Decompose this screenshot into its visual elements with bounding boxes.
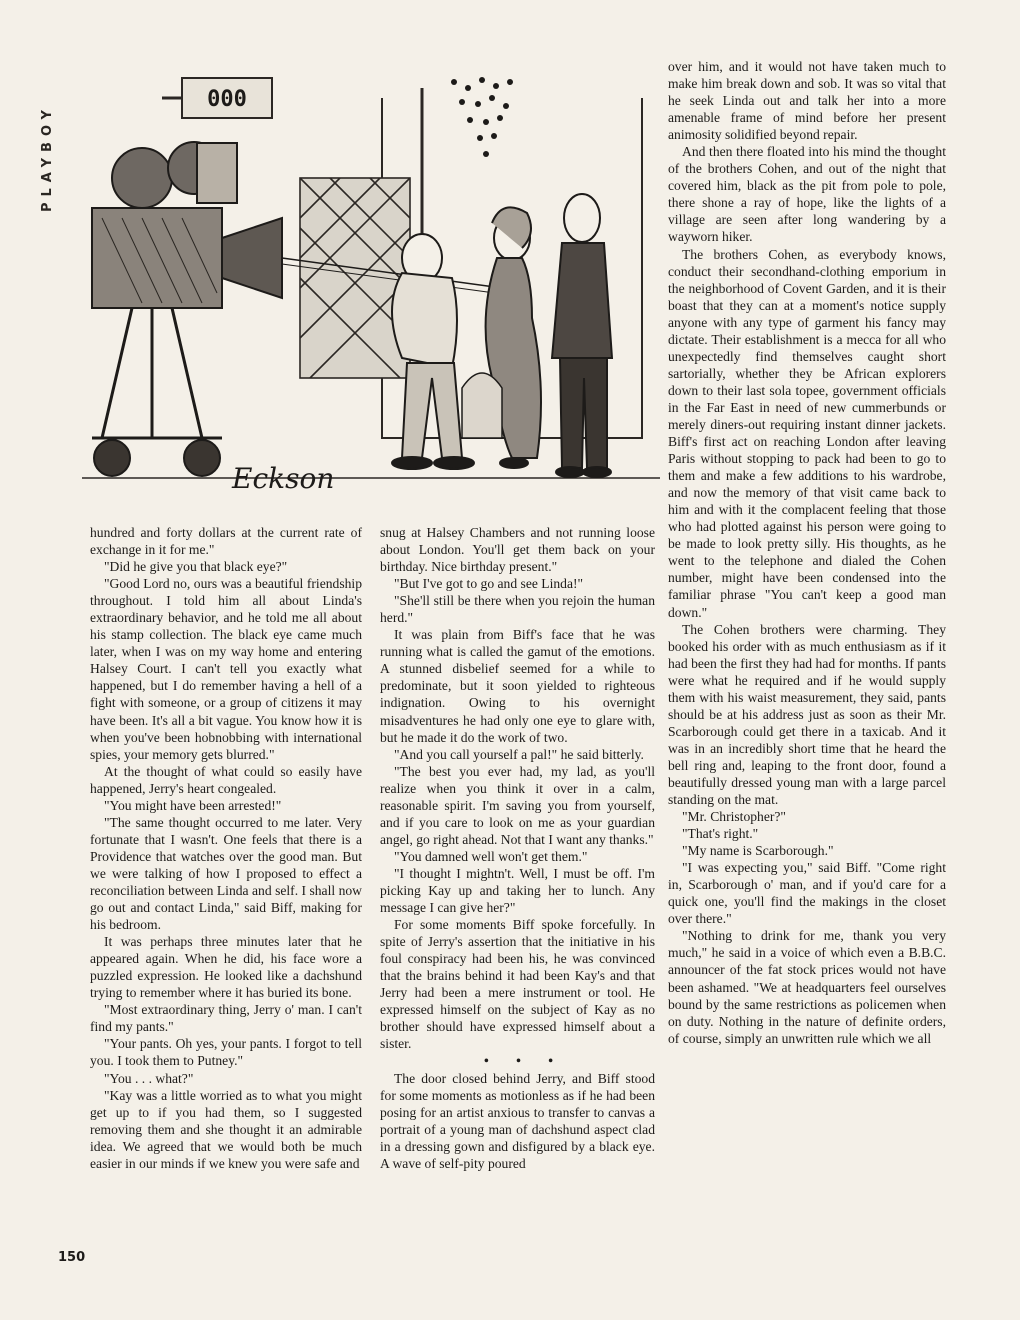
- paragraph: "Kay was a little worried as to what you might get up to if you had them, so I suggested removing them and she thought it an admirable idea. We agreed that we would both be much easier in our minds if we knew you were safe and: [90, 1087, 362, 1171]
- paragraph: "You damned well won't get them.": [394, 848, 588, 864]
- paragraph: "My name is Scarborough.": [682, 843, 834, 859]
- paragraph: At the thought of what could so easily have happened, Jerry's heart congealed.: [90, 763, 362, 796]
- paragraph: It was plain from Biff's face that he was running what is called the gamut of the emotions. A stunned disbelief seemed for a while to predominate, but it soon yielded to righteous indignation. Owing to his overnight misadventures he had only one eye to glare with, but he made it do the work of two.: [380, 627, 655, 745]
- paragraph: "Did he give you that black eye?": [104, 559, 288, 575]
- masthead: PLAYBOY: [40, 104, 55, 212]
- paragraph: snug at Halsey Chambers and not running loose about London. You'll get them back on your birthday. Nice birthday present.": [380, 525, 655, 575]
- paragraph: It was perhaps three minutes later that he appeared again. When he did, his face wore a puzzled expression. He looked like a dachshund trying to remember where it has buried its bone.: [90, 934, 362, 1001]
- paragraph: "You might have been arrested!": [104, 797, 282, 813]
- paragraph: "Most extraordinary thing, Jerry o' man. I can't find my pants.": [90, 1002, 362, 1035]
- paragraph: "But I've got to go and see Linda!": [394, 576, 584, 592]
- paragraph: "That's right.": [682, 826, 759, 842]
- artist-signature: Eckson: [232, 462, 335, 495]
- paragraph: "She'll still be there when you rejoin the human herd.": [380, 593, 655, 626]
- paragraph: The door closed behind Jerry, and Biff stood for some moments as motionless as if he had been posing for an artist anxious to transfer to canvas a portrait of a young man of dachshund aspect clad in a dressing gown and disfigured by a black eye. A wave of self-pity poured: [380, 1070, 655, 1171]
- paragraph: For some moments Biff spoke forcefully. In spite of Jerry's assertion that the initiative in his foul conspiracy had been his, he was convinced that the brains behind it had been Kay's and that Jerry had been a mere instrument or tool. He expressed himself on the subject of Kay as no brother should have expressed himself about a sister.: [380, 917, 655, 1052]
- paragraph: The brothers Cohen, as everybody knows, conduct their secondhand-clothing emporium in the neighborhood of Covent Garden, and it is their boast that they can at a moment's notice supply anyone with any type of garment his fancy may dictate. Their establishment is a mecca for all who unexpectedly find themselves caught short sartorially, whether they be African explorers down to their last sola topee, government officials in the Far East in need of new cummerbunds or merely diners-out requiring instant dinner jackets. Biff's first act on reaching London after leaving Paris without stopping to pack had been to go to them and make a few additions to his wardrobe, and now the memory of that visit came back to him and with it the complacent feeling that those who had plotted against his person were going to be made to look pretty silly. His thoughts, as he went to the telephone and dialed the Cohen number, might have been condensed into the familiar phrase "You can't keep a good man down.": [668, 246, 946, 620]
- paragraph: "You . . . what?": [104, 1070, 194, 1086]
- paragraph: "Nothing to drink for me, thank you very much," he said in a voice of which even a B.B.C. announcer of the fat stock prices would not have been ashamed. "We at headquarters feel ourselves bound by the same restrictions as policemen when on duty. Nothing in the nature of definite orders, of course, simply an unwritten rule which we all: [668, 928, 946, 1046]
- paragraph: "I was expecting you," said Biff. "Come right in, Scarborough o' man, and if you'd care for a quick one, you'll find the makings in the closet over there.": [668, 860, 946, 927]
- column-2: [380, 524, 655, 1172]
- section-separator: • • •: [483, 1053, 566, 1069]
- paragraph: "Good Lord no, ours was a beautiful friendship throughout. I told him all about Linda's extraordinary behavior, and he told me all about his stamp collection. The black eye came much later, when I was on my way home and entering Halsey Court. I can't tell you exactly what happened, but I do remember having a hell of a fight with someone, or a group of citizens it may have been. It's all a bit vague. You know how it is when you've been hobnobbing with international spies, your memory gets blurred.": [90, 576, 362, 762]
- paragraph: "Your pants. Oh yes, your pants. I forgot to tell you. I took them to Putney.": [90, 1036, 362, 1069]
- paragraph: The Cohen brothers were charming. They booked his order with as much enthusiasm as if it had been the first they had had for months. If pants were what he required and if he would supply them with his waist measurement, they said, pants should be at his address just as soon as their Mr. Scarborough could get there in a taxicab. And it was in an incredibly short time that he heard the bell ring and, leaping to the front door, found a beautifully dressed young man with a large parcel standing on the mat.: [668, 621, 946, 808]
- column-3: [668, 58, 946, 1047]
- paragraph: over him, and it would not have taken much to make him break down and sob. It was so vital that he seek Linda out and talk her into a more amenable frame of mind before her present animosity solidified beyond repair.: [668, 59, 946, 143]
- paragraph: "The best you ever had, my lad, as you'll realize when you think it over in a calm, reasonable spirit. I'm saving you from yourself, and if you care to look on me as your guardian angel, go right ahead. Not that I want any thanks.": [380, 763, 655, 847]
- paragraph: "And you call yourself a pal!" he said bitterly.: [394, 746, 644, 762]
- paragraph: hundred and forty dollars at the current rate of exchange in it for me.": [90, 525, 362, 558]
- cartoon-illustration: [82, 58, 660, 510]
- camera-counter: 000: [207, 87, 247, 112]
- paragraph: "Mr. Christopher?": [682, 809, 786, 825]
- page-number: 150: [58, 1250, 86, 1265]
- paragraph: And then there floated into his mind the thought of the brothers Cohen, and out of the night that covered him, black as the pit from pole to pole, there shone a ray of hope, like the lights of a village are seen after long wandering by a wayworn hiker.: [668, 144, 946, 245]
- paragraph: "The same thought occurred to me later. Very fortunate that I wasn't. One feels that there is a Providence that watches over the good man. But we were talking of how I proposed to effect a reconciliation between Linda and self. I shall now go out and contact Linda," said Biff, making for his bedroom.: [90, 814, 362, 933]
- column-1: [90, 524, 362, 1172]
- paragraph: "I thought I mightn't. Well, I must be off. I'm picking Kay up and taking her to lunch. Any message I can give her?": [380, 865, 655, 916]
